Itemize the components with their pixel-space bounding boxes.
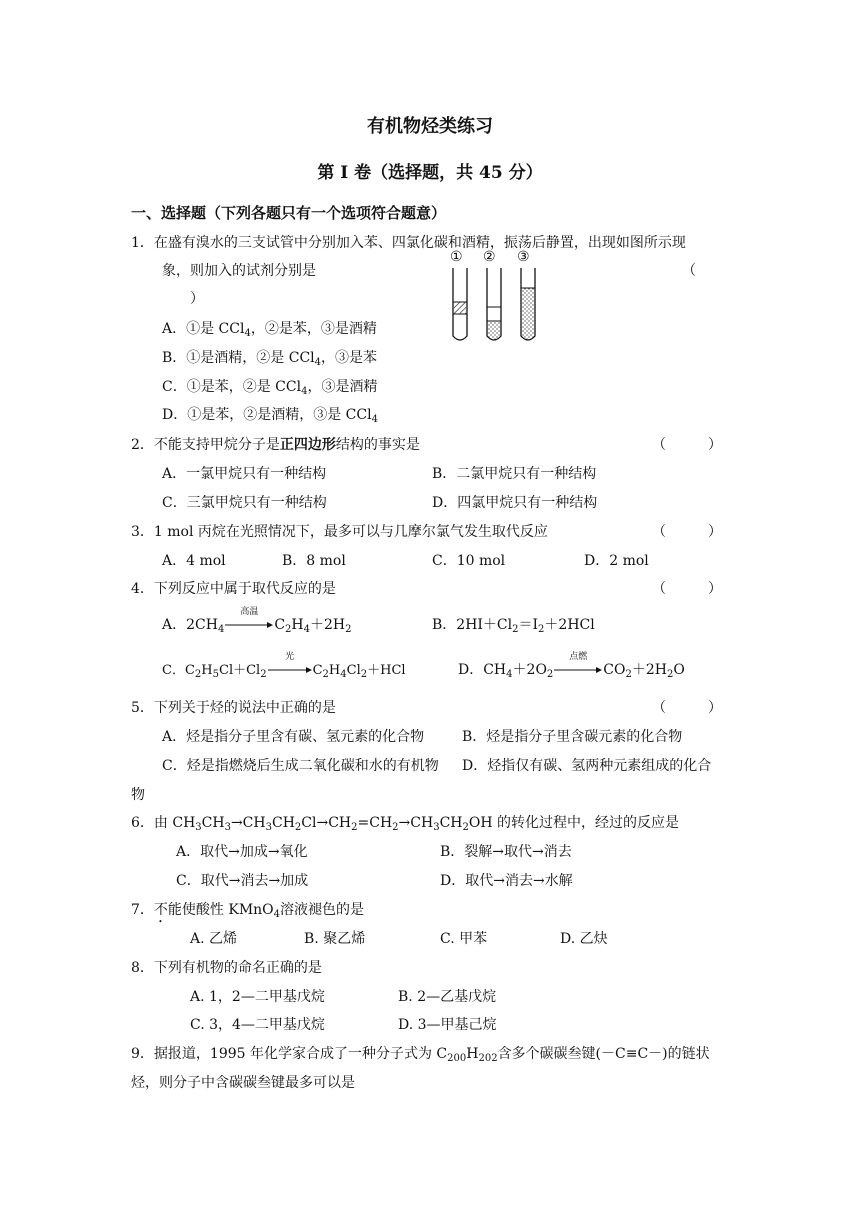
q2-option-a[interactable]: A．一氯甲烷只有一种结构 [162,466,327,482]
q6-stem: 6．由 $CH_3CH_3\to CH_3CH_2Cl\to CH_2=CH_2\to CH_3CH_2OH$ 的转化过程中，经过的反应是 [131,815,679,833]
tube-1 [453,268,467,340]
q3-stem: 3．1 mol 丙烷在光照情况下，最多可以与几摩尔氯气发生取代反应 [131,524,548,540]
q4-option-c[interactable]: C．$C_2H_5Cl+Cl_2$ 光 $C_2H_4Cl_2+HCl$ [162,652,406,680]
q5-option-d-wrap: 物 [131,787,145,803]
q8-option-c[interactable]: C. 3，4—二甲基戊烷 [190,1017,325,1033]
q1-option-c[interactable]: C．①是苯，②是 CCl$_4$，③是酒精 [162,379,378,397]
q4-stem: 4．下列反应中属于取代反应的是 [131,581,336,597]
q1-stem-line1: 1．在盛有溴水的三支试管中分别加入苯、四氯化碳和酒精，振荡后静置，出现如图所示现 [131,235,686,251]
q5-option-a[interactable]: A．烃是指分子里含有碳、氢元素的化合物 [162,729,425,745]
reaction-arrow: 点燃 [554,661,602,675]
q8-option-b[interactable]: B. 2—乙基戊烷 [398,989,497,1005]
q1-paren-open: （ [682,263,696,279]
q6-option-a[interactable]: A．取代→加成→氧化 [176,844,308,860]
tube-label-1: ① [450,249,463,265]
q1-stem-line2: 象，则加入的试剂分别是 [162,263,316,279]
q4-option-a[interactable]: A．$2CH_4$ 高温 $C_2H_4+2H_2$ [162,607,352,635]
q8-option-a[interactable]: A. 1，2—二甲基戊烷 [190,989,325,1005]
q2-option-b[interactable]: B．二氯甲烷只有一种结构 [432,466,597,482]
test-tubes-drawing [440,248,550,348]
q3-option-d[interactable]: D．2 mol [584,553,649,569]
q6-option-d[interactable]: D．取代→消去→水解 [440,873,573,889]
q7-option-a[interactable]: A. 乙烯 [190,931,238,947]
q7-stem: 7．不能使酸性 KMnO$_4$溶液褪色的是 [131,902,365,920]
q5-option-c[interactable]: C．烃是指燃烧后生成二氧化碳和水的有机物 [162,758,439,774]
q3-option-b[interactable]: B．8 mol [282,553,346,569]
q1-option-b[interactable]: B．①是酒精，②是 CCl$_4$，③是苯 [162,350,378,368]
q4-option-b[interactable]: B．$2HI+Cl_2=I_2+2HCl$ [432,617,595,635]
q9-stem-line1: 9．据报道，1995 年化学家合成了一种分子式为 $C_{200}H_{202}$含多个碳碳叁键(－C≡C－)的链状 [131,1046,710,1064]
q4-answer-paren: （ ） [652,581,722,597]
q1-paren-close: ） [190,291,204,307]
q2-option-d[interactable]: D．四氯甲烷只有一种结构 [432,495,598,511]
q9-stem-line2: 烃，则分子中含碳碳叁键最多可以是 [131,1075,355,1091]
tube-label-3: ③ [517,249,530,265]
q5-stem: 5．下列关于烃的说法中正确的是 [131,700,336,716]
q3-option-c[interactable]: C．10 mol [432,553,506,569]
q8-option-d[interactable]: D. 3—甲基己烷 [398,1017,497,1033]
section-heading: 一、选择题（下列各题只有一个选项符合题意） [131,204,447,222]
q2-stem: 2．不能支持甲烷分子是正四边形结构的事实是 [131,437,420,453]
q2-answer-paren: （ ） [652,437,722,453]
q5-option-d[interactable]: D．烃指仅有碳、氢两种元素组成的化合 [462,758,712,774]
q7-option-b[interactable]: B. 聚乙烯 [304,931,366,947]
q6-option-c[interactable]: C．取代→消去→加成 [176,873,309,889]
q4-option-d[interactable]: D．$CH_4+2O_2$ 点燃 $CO_2+2H_2O$ [458,652,685,680]
q5-answer-paren: （ ） [652,700,722,716]
tube-2 [487,268,501,340]
tube-3 [521,268,535,340]
q1-option-d[interactable]: D．①是苯，②是酒精，③是 CCl$_4$ [162,407,378,425]
q3-answer-paren: （ ） [652,524,722,540]
q1-option-a[interactable]: A．①是 CCl$_4$，②是苯，③是酒精 [162,321,377,339]
q6-option-b[interactable]: B．裂解→取代→消去 [440,844,572,860]
q8-stem: 8．下列有机物的命名正确的是 [131,960,322,976]
tube-label-2: ② [483,249,496,265]
page-title: 有机物烃类练习 [367,116,493,137]
q3-option-a[interactable]: A．4 mol [162,553,226,569]
reaction-arrow: 光 [268,661,312,675]
q7-option-c[interactable]: C. 甲苯 [440,931,488,947]
q7-option-d[interactable]: D. 乙炔 [560,931,608,947]
section-subtitle: 第 I 卷（选择题，共 45 分） [317,163,543,183]
reaction-arrow: 高温 [225,616,273,630]
q5-option-b[interactable]: B．烃是指分子里含碳元素的化合物 [462,729,683,745]
q2-option-c[interactable]: C．三氯甲烷只有一种结构 [162,495,327,511]
test-tube-figure [440,248,550,348]
